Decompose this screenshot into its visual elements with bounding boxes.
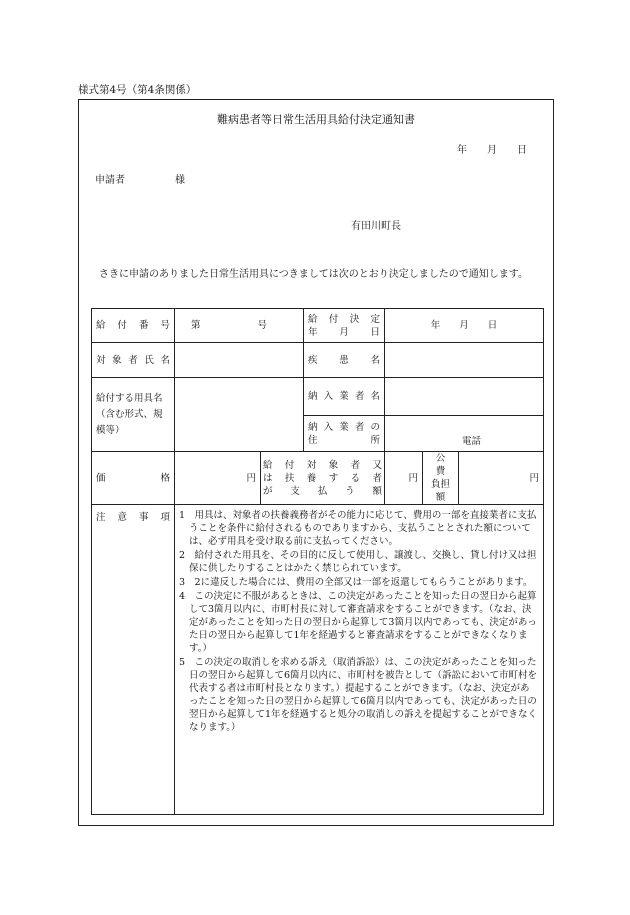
disease-label: 疾 患 名 [304, 343, 385, 378]
note-item: 2 給付された用具を、その目的に反して使用し、譲渡し、交換し、貸し付け又は担保に供したりすることはかたく禁じられています。 [179, 550, 537, 574]
public-burden-value: 円 [459, 452, 544, 505]
table-row [92, 378, 544, 416]
decision-date-value: 年 月 日 [385, 309, 544, 343]
table-row [92, 505, 544, 815]
public-burden-label: 公 費 負担額 [423, 452, 459, 505]
decision-date-label: 給付決定 年 月 日 [304, 309, 385, 343]
item-name-value [175, 378, 304, 452]
applicant-name: 申請者 様 [95, 175, 185, 186]
note-item: 1 用具は、対象者の扶養義務者がその能力に応じて、費用の一部を直接業者に支払うことを条件に給付されるものでありますから、支払うこととされた額については、必ず用具を受け取る前に支払ってください。 [179, 510, 537, 547]
decision-table [91, 308, 544, 815]
recipient-name-value [175, 343, 304, 378]
notes-content [175, 505, 544, 815]
notice-frame [78, 99, 554, 826]
note-item: 4 この決定に不服があるときは、この決定があったことを知った日の翌日から起算して3箇月以内に、市町村長に対して審査請求をすることができます。（なお、決定があったことを知った日の翌日から起算して3箇月以内であっても、決定があった日の翌日から起算して1年を経過すると審査請求をすることができなくなります。） [179, 591, 537, 654]
copay-value: 円 [385, 452, 423, 505]
supplier-name-label: 納入業者名 [304, 378, 385, 416]
table-row [92, 343, 544, 378]
recipient-name-label: 対象者氏名 [92, 343, 175, 378]
document-title: 難病患者等日常生活用具給付決定通知書 [217, 113, 415, 126]
table-row [92, 309, 544, 343]
grant-number-value: 第 号 [175, 309, 304, 343]
grant-number-label: 給付番号 [92, 309, 175, 343]
mayor-signature: 有田川町長 [351, 221, 401, 232]
item-name-label: 給付する用具名（含む形式、規模等） [92, 378, 175, 452]
note-item: 3 2に違反した場合には、費用の全部又は一部を返還してもらうことがあります。 [179, 577, 533, 588]
price-label: 価 格 [92, 452, 175, 505]
note-item: 5 この決定の取消しを求める訴え（取消訴訟）は、この決定があったことを知った日の翌日から起算して6箇月以内に、市町村を被告として（訴訟において市町村を代表する者は市町村長となります。）提起することができます。（なお、決定があったことを知った日の翌日から起算して6箇月以内であっても、決定があった日の翌日から起算して1年を経過すると処分の取消しの訴えを提起することができなくなります。） [179, 657, 538, 733]
intro-paragraph: さきに申請のありました日常生活用具につきましては次のとおり決定しましたので通知します。 [99, 269, 528, 280]
supplier-name-value [385, 378, 544, 416]
issue-date: 年 月 日 [457, 145, 527, 156]
supplier-phone: 電話 [385, 416, 544, 452]
disease-value [385, 343, 544, 378]
price-value: 円 [175, 452, 261, 505]
copay-label: 給付対象者又 は扶養する者 が支払う額 [261, 452, 385, 505]
supplier-address-label: 納入業者の 住 所 [304, 416, 385, 452]
notes-label: 注意事項 [92, 505, 175, 815]
table-row [92, 452, 544, 505]
form-number-label: 様式第4号（第4条関係） [78, 84, 197, 96]
